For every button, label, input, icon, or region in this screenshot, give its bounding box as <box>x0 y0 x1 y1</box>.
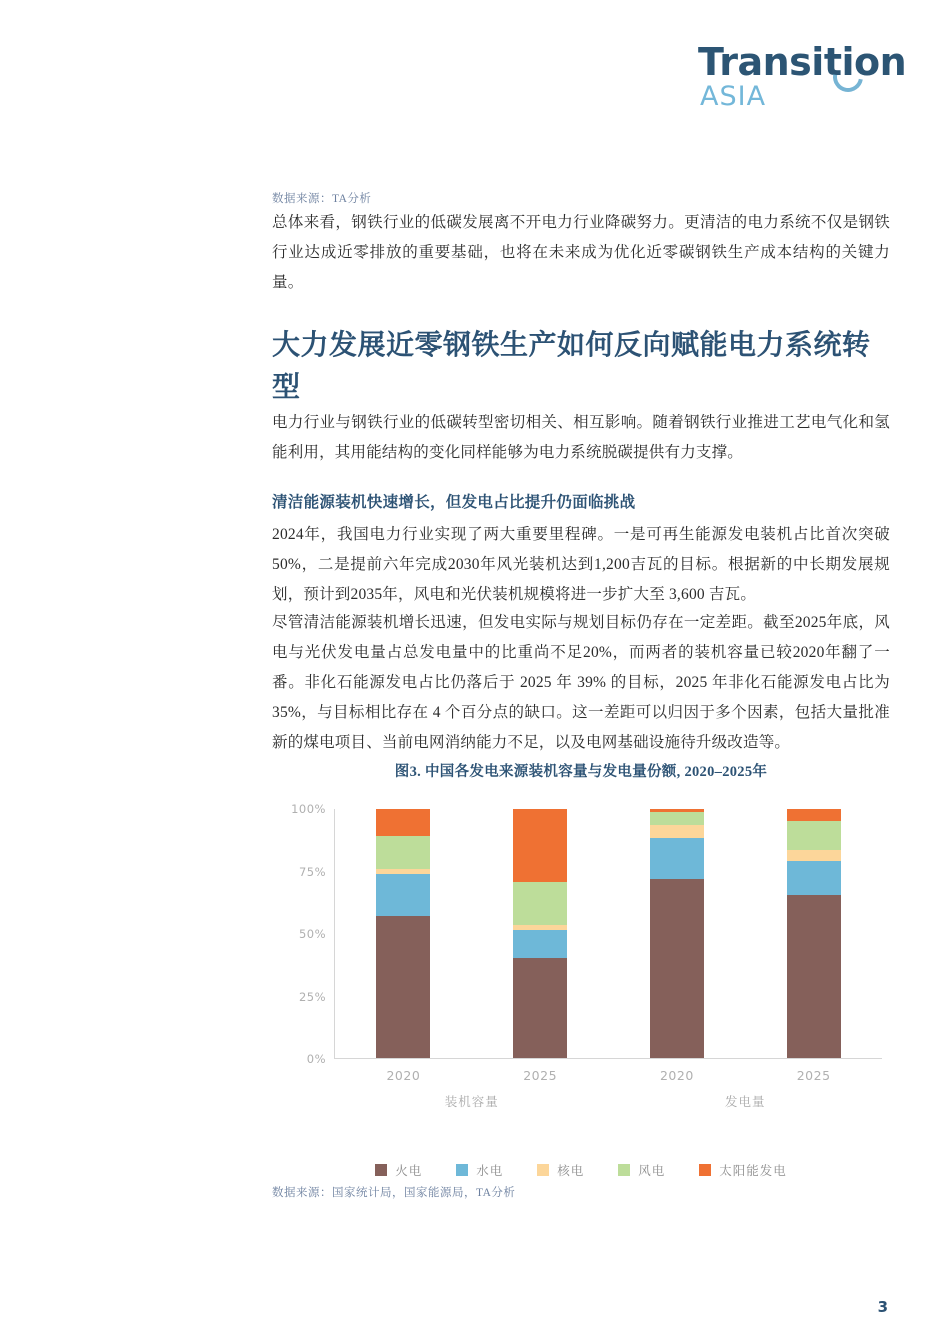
transition-asia-logo <box>698 40 907 114</box>
stacked-bar[interactable] <box>787 809 841 1083</box>
logo-wordmark: Transition <box>698 40 907 84</box>
x-axis-tick-label: 2025 <box>796 1068 831 1083</box>
bar-segment[interactable] <box>787 821 841 850</box>
y-axis-tick-label: 100% <box>291 802 326 816</box>
logo-subtitle: ASIA <box>700 81 767 112</box>
bar-segment[interactable] <box>650 825 704 837</box>
bar-group <box>609 809 883 1109</box>
x-axis-tick-label: 2020 <box>386 1068 421 1083</box>
y-axis-tick-label: 25% <box>298 989 326 1004</box>
y-axis-tick-label: 0% <box>306 1052 326 1066</box>
legend-swatch-icon <box>537 1164 549 1176</box>
bar-segment[interactable] <box>787 809 841 821</box>
bar-segment[interactable] <box>513 930 567 959</box>
figure-3 <box>272 760 890 1179</box>
legend-item[interactable] <box>699 1161 787 1179</box>
legend-item[interactable] <box>537 1161 584 1179</box>
source-note-top: 数据来源：TA分析 <box>272 193 372 205</box>
y-axis-tick-label: 75% <box>298 864 326 879</box>
bar-segment[interactable] <box>650 812 704 826</box>
chart-plot-area <box>291 802 882 1109</box>
milestones-paragraph: 2024年，我国电力行业实现了两大重要里程碑。一是可再生能源发电装机占比首次突破50%，二是提前六年完成2030年风光装机达到1,200吉瓦的目标。根据新的中长期发展规划，预计到2035年，风电和光伏装机规模将进一步扩大至 3,600 吉瓦。 <box>272 526 890 603</box>
bar-segment[interactable] <box>513 882 567 924</box>
bar-segment[interactable] <box>787 895 841 1058</box>
bar-segment[interactable] <box>787 850 841 861</box>
bar-group <box>335 809 609 1109</box>
legend-swatch-icon <box>618 1164 630 1176</box>
after-heading-paragraph: 电力行业与钢铁行业的低碳转型密切相关、相互影响。随着钢铁行业推进工艺电气化和氢能利用，其用能结构的变化同样能够为电力系统脱碳提供有力支撑。 <box>272 414 890 461</box>
legend-swatch-icon <box>375 1164 387 1176</box>
legend-label: 核电 <box>557 1164 585 1178</box>
bar-segment[interactable] <box>513 958 567 1058</box>
gap-paragraph: 尽管清洁能源装机增长迅速，但发电实际与规划目标仍存在一定差距。截至2025年底，风电与光伏发电量占总发电量中的比重尚不足20%，而两者的装机容量已较2020年翻了一番。非化石能源发电占比仍落后于 2025 年 39% 的目标，2025 年非化石能源发电占比为 35%，与目标相比存在 4 个百分点的缺口。这一差距可以归因于多个因素，包括大量批准新的煤电项目、当前电网消纳能力不足，以及电网基础设施待升级改造等。 <box>272 614 890 751</box>
stacked-bar-chart <box>272 799 890 1109</box>
legend-label: 太阳能发电 <box>719 1164 787 1178</box>
legend-label: 水电 <box>476 1164 504 1178</box>
stacked-bar[interactable] <box>650 809 704 1083</box>
legend-item[interactable] <box>618 1161 665 1179</box>
legend-label: 风电 <box>638 1164 666 1178</box>
bar-segment[interactable] <box>376 809 430 836</box>
bar-segment[interactable] <box>650 838 704 879</box>
x-axis-tick-label: 2025 <box>523 1068 558 1083</box>
x-axis-line <box>334 1058 882 1059</box>
stacked-bar[interactable] <box>376 809 430 1083</box>
bar-segment[interactable] <box>650 879 704 1058</box>
section-subheading: 清洁能源装机快速增长，但发电占比提升仍面临挑战 <box>272 494 636 511</box>
bar-segment[interactable] <box>376 836 430 868</box>
page-number: 3 <box>877 1298 888 1316</box>
bar-segment[interactable] <box>513 809 567 882</box>
legend-item[interactable] <box>456 1161 503 1179</box>
x-axis-tick-label: 2020 <box>659 1068 694 1083</box>
page-title: 大力发展近零钢铁生产如何反向赋能电力系统转型 <box>272 330 871 403</box>
legend-swatch-icon <box>699 1164 711 1176</box>
intro-paragraph: 总体来看，钢铁行业的低碳发展离不开电力行业降碳努力。更清洁的电力系统不仅是钢铁行业达成近零排放的重要基础，也将在未来成为优化近零碳钢铁生产成本结构的关键力量。 <box>272 214 890 291</box>
stacked-bar[interactable] <box>513 809 567 1083</box>
bar-segment[interactable] <box>787 861 841 895</box>
chart-legend <box>272 1161 890 1179</box>
bar-segment[interactable] <box>376 874 430 916</box>
bar-group-label: 发电量 <box>724 1095 766 1109</box>
bar-group-label: 装机容量 <box>444 1095 499 1109</box>
legend-swatch-icon <box>456 1164 468 1176</box>
y-axis-tick-label: 50% <box>298 927 326 941</box>
figure-title: 图3. 中国各发电来源装机容量与发电量份额, 2020–2025年 <box>394 764 768 780</box>
legend-label: 火电 <box>395 1164 423 1178</box>
source-note-chart: 数据来源：国家统计局，国家能源局，TA分析 <box>272 1187 516 1199</box>
bar-segment[interactable] <box>376 916 430 1058</box>
legend-item[interactable] <box>375 1161 422 1179</box>
bar-groups <box>335 809 882 1109</box>
